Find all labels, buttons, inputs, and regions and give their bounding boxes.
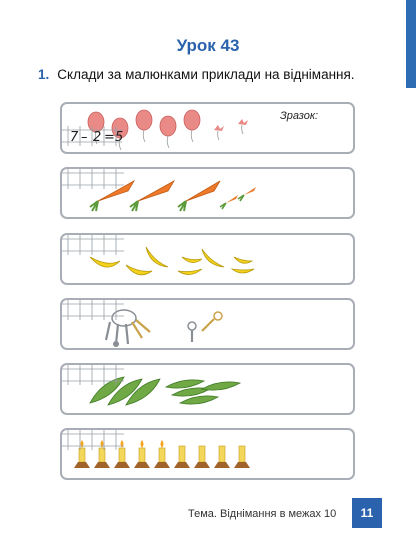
sample-answer-grid (62, 126, 122, 148)
popped-balloon-icon (238, 119, 248, 134)
lesson-title: Урок 43 (176, 36, 240, 55)
pea-pod-icon (166, 380, 204, 388)
sample-subtrahend: 2 (93, 130, 102, 145)
banana-icon (232, 269, 254, 273)
task-1 (38, 67, 355, 82)
banana-icon (178, 269, 202, 275)
exercise-frame-bananas (60, 233, 355, 285)
banana-icon (234, 257, 252, 263)
sample-label: Зразок: (280, 110, 319, 122)
candle-icon (194, 446, 210, 468)
carrot-icon (238, 187, 256, 201)
answer-grid (62, 235, 124, 257)
banana-icon (146, 247, 168, 267)
carrot-icon (130, 181, 174, 211)
exercise-frame-candles (60, 428, 355, 480)
balloon-icon (184, 110, 200, 142)
key-icon (188, 322, 196, 342)
banana-icon (126, 265, 152, 275)
balloon-icon (136, 110, 152, 142)
candle-icon (154, 440, 170, 468)
candle-icon (134, 440, 150, 468)
exercise-frame-balloons (60, 102, 355, 154)
popped-balloon-icon (214, 125, 224, 140)
pea-pod-icon (202, 382, 240, 390)
sample-minuend: 7 (70, 130, 79, 145)
banana-icon (182, 257, 202, 263)
sample-equals-sign: = (104, 130, 115, 145)
candle-icon (214, 446, 230, 468)
task-number: 1. (38, 67, 50, 82)
sample-minus-sign: – (81, 130, 88, 145)
key-icon (202, 312, 222, 331)
exercise-frame-keys (60, 298, 355, 350)
answer-grid (62, 365, 124, 387)
footer-topic: Тема. Віднімання в межах 10 (188, 508, 337, 520)
answer-grid (62, 300, 124, 322)
balloon-icon (160, 116, 176, 148)
sample-difference: 5 (115, 130, 124, 145)
banana-icon (202, 249, 224, 267)
pea-pod-icon (180, 396, 218, 404)
banana-icon (90, 257, 120, 267)
exercise-frame-pea-pods (60, 363, 355, 415)
carrot-icon (178, 181, 220, 211)
carrot-icon (220, 195, 238, 209)
answer-grid (62, 430, 124, 452)
task-text: Склади за малюнками приклади на віднімання. (57, 67, 355, 82)
answer-grid (62, 169, 124, 191)
exercise-frame-carrots (60, 167, 355, 219)
candle-icon (234, 446, 250, 468)
page-number: 11 (352, 498, 382, 528)
candle-icon (174, 446, 190, 468)
